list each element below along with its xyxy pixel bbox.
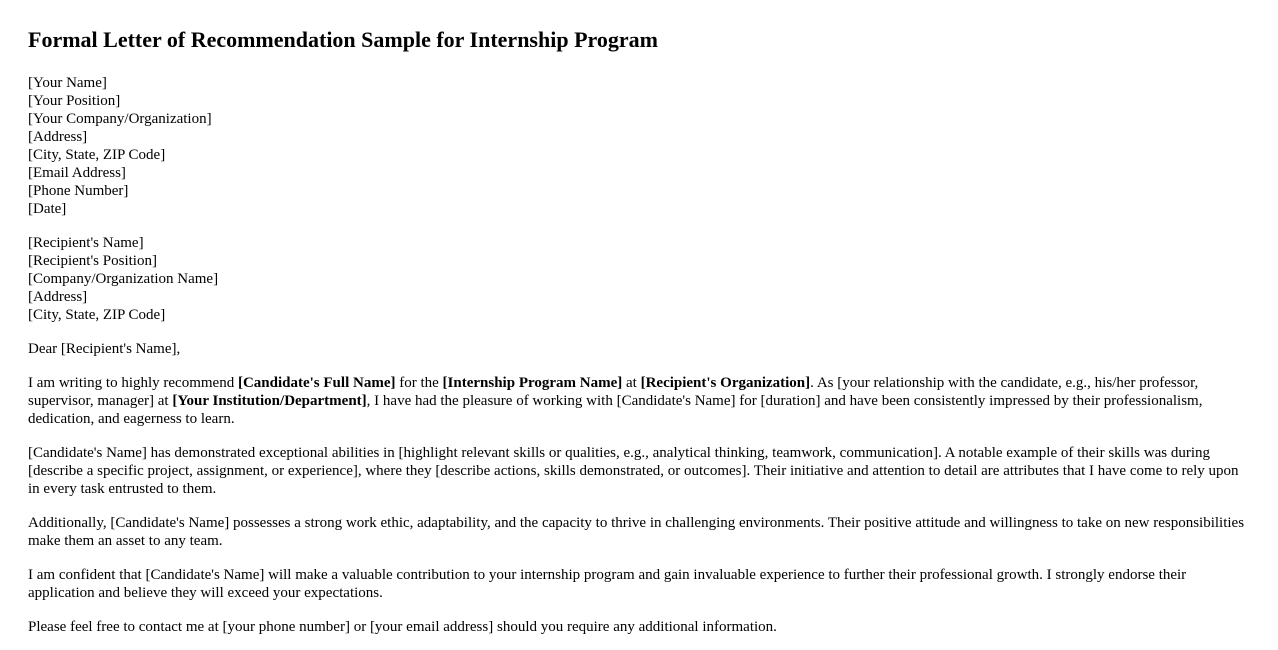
- sender-block: [28, 74, 1250, 218]
- paragraph-intro-text-3: at: [622, 375, 641, 391]
- candidate-full-name: [Candidate's Full Name]: [237, 375, 396, 391]
- paragraph-intro-text-2: for the: [395, 375, 443, 391]
- sender-position: [Your Position]: [28, 93, 121, 109]
- recipient-position: [Recipient's Position]: [28, 253, 157, 269]
- sender-email: [Email Address]: [28, 165, 126, 181]
- paragraph-contact: Please feel free to contact me at [your phone number] or [your email address] should you require any additional information.: [28, 619, 777, 635]
- sender-phone: [Phone Number]: [28, 183, 129, 199]
- sender-date: [Date]: [28, 201, 67, 217]
- sender-name: [Your Name]: [28, 75, 107, 91]
- sender-address: [Address]: [28, 129, 88, 145]
- recipient-block: [28, 234, 1250, 324]
- institution-department: [Your Institution/Department]: [172, 393, 367, 409]
- internship-program-name: [Internship Program Name]: [442, 375, 623, 391]
- recipient-organization: [Recipient's Organization]: [640, 375, 811, 391]
- paragraph-intro-text-4: . As [your relationship with the candidate, e.g., his/her professor, supervisor, manager] at: [28, 375, 1199, 409]
- paragraph-skills: [Candidate's Name] has demonstrated exceptional abilities in [highlight relevant skills or qualities, e.g., analytical thinking, teamwork, communication]. A notable example of their skills was during [describe a specific project, assignment, or experience], where they [describe actions, skills demonstrated, or outcomes]. Their initiative and attention to detail are attributes that I have come to rely upon in every task entrusted to them.: [28, 445, 1239, 497]
- sender-city: [City, State, ZIP Code]: [28, 147, 166, 163]
- salutation: Dear [Recipient's Name],: [28, 341, 181, 357]
- paragraph-endorsement: I am confident that [Candidate's Name] will make a valuable contribution to your internship program and gain invaluable experience to further their professional growth. I strongly endorse their application and believe they will exceed your expectations.: [28, 567, 1187, 601]
- sender-company: [Your Company/Organization]: [28, 111, 212, 127]
- paragraph-intro-text-1: I am writing to highly recommend: [28, 375, 238, 391]
- recipient-name: [Recipient's Name]: [28, 235, 144, 251]
- paragraph-intro: [28, 374, 1250, 428]
- paragraph-intro-text-5: , I have had the pleasure of working with [Candidate's Name] for [duration] and have been consistently impressed by their professionalism, dedication, and eagerness to learn.: [28, 393, 1203, 427]
- page-title: Formal Letter of Recommendation Sample for Internship Program: [28, 27, 658, 52]
- recipient-city: [City, State, ZIP Code]: [28, 307, 166, 323]
- recipient-company: [Company/Organization Name]: [28, 271, 219, 287]
- recipient-address: [Address]: [28, 289, 88, 305]
- paragraph-work-ethic: Additionally, [Candidate's Name] possesses a strong work ethic, adaptability, and the capacity to thrive in challenging environments. Their positive attitude and willingness to take on new responsibilities make them an asset to any team.: [28, 515, 1245, 549]
